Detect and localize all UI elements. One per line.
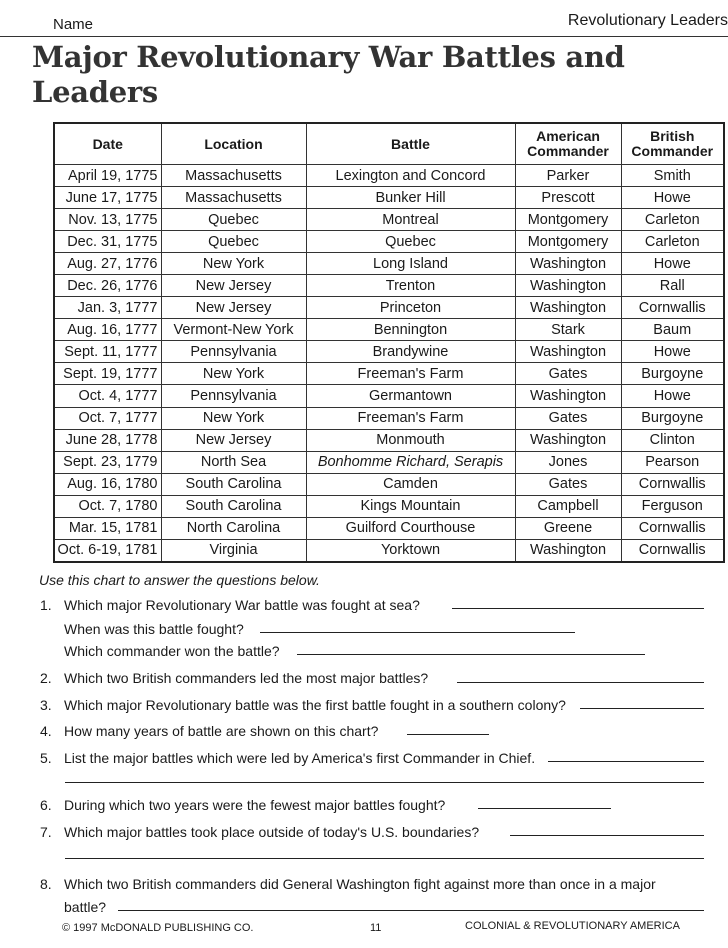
location-cell: North Sea [161,451,306,473]
question-number: 6. [40,797,52,813]
table-row [54,209,724,231]
table-row [54,319,724,341]
location-cell: Pennsylvania [161,385,306,407]
battle-cell: Kings Mountain [306,495,515,517]
british-commander-cell: Cornwallis [621,473,724,495]
question-text: When was this battle fought? [64,621,244,637]
american-commander-cell: Campbell [515,495,621,517]
battle-cell: Quebec [306,231,515,253]
table-row [54,517,724,539]
british-commander-cell: Howe [621,341,724,363]
date-cell: Oct. 7, 1780 [54,495,161,517]
british-commander-cell: Ferguson [621,495,724,517]
british-commander-cell: Cornwallis [621,539,724,562]
answer-line[interactable] [548,761,704,762]
table-body [54,165,724,562]
location-cell: South Carolina [161,473,306,495]
british-commander-cell: Baum [621,319,724,341]
american-commander-cell: Montgomery [515,231,621,253]
date-cell: Dec. 31, 1775 [54,231,161,253]
header-british-line2: Commander [631,143,714,159]
battle-cell: Brandywine [306,341,515,363]
header-british-line1: British [650,128,695,144]
american-commander-cell: Gates [515,363,621,385]
table-row [54,495,724,517]
answer-line[interactable] [118,910,704,911]
answer-line[interactable] [452,608,704,609]
british-commander-cell: Carleton [621,209,724,231]
question-text: Which major Revolutionary War battle was fought at sea? [64,597,420,613]
answer-line[interactable] [478,808,611,809]
header-american-line2: Commander [527,143,609,159]
battle-cell: Lexington and Concord [306,165,515,187]
location-cell: Massachusetts [161,187,306,209]
british-commander-cell: Cornwallis [621,517,724,539]
american-commander-cell: Jones [515,451,621,473]
location-cell: New Jersey [161,429,306,451]
page-title: Major Revolutionary War Battles and Leaders [32,40,625,109]
date-cell: Aug. 16, 1777 [54,319,161,341]
location-cell: Pennsylvania [161,341,306,363]
american-commander-cell: Washington [515,297,621,319]
date-cell: June 17, 1775 [54,187,161,209]
date-cell: Dec. 26, 1776 [54,275,161,297]
question-number: 4. [40,723,52,739]
american-commander-cell: Washington [515,275,621,297]
footer-book-title: COLONIAL & REVOLUTIONARY AMERICA [465,920,680,932]
question-text: Which major Revolutionary battle was the first battle fought in a southern colony? [64,697,566,713]
location-cell: New Jersey [161,297,306,319]
question-text: Which two British commanders did General Washington fight against more than once in a major [64,876,656,892]
series-title: Revolutionary Leaders [567,12,728,29]
answer-line[interactable] [407,734,489,735]
date-cell: Oct. 6-19, 1781 [54,539,161,562]
date-cell: June 28, 1778 [54,429,161,451]
american-commander-cell: Montgomery [515,209,621,231]
instructions: Use this chart to answer the questions below. [39,572,320,588]
american-commander-cell: Washington [515,341,621,363]
battle-cell: Bunker Hill [306,187,515,209]
answer-line[interactable] [580,708,704,709]
battle-table [53,122,725,563]
question-text: How many years of battle are shown on this chart? [64,723,379,739]
header-american-commander [515,123,621,165]
question-text: Which commander won the battle? [64,643,280,659]
british-commander-cell: Burgoyne [621,407,724,429]
header-battle: Battle [306,123,515,165]
date-cell: April 19, 1775 [54,165,161,187]
question-number: 5. [40,750,52,766]
date-cell: Oct. 4, 1777 [54,385,161,407]
header-american-line1: American [536,128,600,144]
battle-cell: Freeman's Farm [306,407,515,429]
american-commander-cell: Washington [515,253,621,275]
question-text: Which major battles took place outside of today's U.S. boundaries? [64,824,480,840]
answer-line[interactable] [297,654,645,655]
table-row [54,451,724,473]
answer-line[interactable] [260,632,575,633]
question-number: 3. [40,697,52,713]
header-date: Date [54,123,161,165]
table-row [54,187,724,209]
question-number: 2. [40,670,52,686]
american-commander-cell: Washington [515,429,621,451]
american-commander-cell: Greene [515,517,621,539]
american-commander-cell: Gates [515,473,621,495]
answer-line[interactable] [457,682,704,683]
question-number: 8. [40,876,52,892]
american-commander-cell: Washington [515,385,621,407]
question-number: 7. [40,824,52,840]
footer-page-number: 11 [370,922,382,934]
american-commander-cell: Prescott [515,187,621,209]
location-cell: New York [161,253,306,275]
battle-cell: Bonhomme Richard, Serapis [306,451,515,473]
answer-line[interactable] [510,835,704,836]
battle-cell: Montreal [306,209,515,231]
date-cell: Sept. 11, 1777 [54,341,161,363]
battle-cell: Monmouth [306,429,515,451]
location-cell: Virginia [161,539,306,562]
answer-line[interactable] [65,858,704,859]
date-cell: Nov. 13, 1775 [54,209,161,231]
date-cell: Oct. 7, 1777 [54,407,161,429]
header-location: Location [161,123,306,165]
table-row [54,429,724,451]
british-commander-cell: Clinton [621,429,724,451]
question-text: battle? [64,899,107,915]
table-row [54,165,724,187]
table-row [54,341,724,363]
battle-cell: Yorktown [306,539,515,562]
location-cell: New Jersey [161,275,306,297]
battle-cell: Long Island [306,253,515,275]
location-cell: New York [161,363,306,385]
location-cell: Massachusetts [161,165,306,187]
british-commander-cell: Pearson [621,451,724,473]
battle-cell: Guilford Courthouse [306,517,515,539]
date-cell: Aug. 16, 1780 [54,473,161,495]
battle-cell: Trenton [306,275,515,297]
table-row [54,231,724,253]
question-text: Which two British commanders led the most major battles? [64,670,429,686]
battle-cell: Princeton [306,297,515,319]
location-cell: North Carolina [161,517,306,539]
header-rule [0,36,728,37]
battle-cell: Bennington [306,319,515,341]
question-text: During which two years were the fewest major battles fought? [64,797,446,813]
name-label: Name [53,16,94,33]
battle-cell: Freeman's Farm [306,363,515,385]
date-cell: Sept. 23, 1779 [54,451,161,473]
british-commander-cell: Howe [621,253,724,275]
location-cell: New York [161,407,306,429]
table-row [54,253,724,275]
table-row [54,275,724,297]
answer-line[interactable] [65,782,704,783]
british-commander-cell: Cornwallis [621,297,724,319]
table-row [54,407,724,429]
table-row [54,363,724,385]
table-row [54,473,724,495]
date-cell: Mar. 15, 1781 [54,517,161,539]
location-cell: Quebec [161,209,306,231]
british-commander-cell: Rall [621,275,724,297]
date-cell: Jan. 3, 1777 [54,297,161,319]
location-cell: Quebec [161,231,306,253]
footer-copyright: © 1997 McDONALD PUBLISHING CO. [62,922,254,934]
date-cell: Sept. 19, 1777 [54,363,161,385]
british-commander-cell: Howe [621,187,724,209]
battle-cell: Camden [306,473,515,495]
table-header-row [54,123,724,165]
american-commander-cell: Stark [515,319,621,341]
battle-cell: Germantown [306,385,515,407]
american-commander-cell: Parker [515,165,621,187]
british-commander-cell: Smith [621,165,724,187]
british-commander-cell: Howe [621,385,724,407]
american-commander-cell: Gates [515,407,621,429]
question-text: List the major battles which were led by America's first Commander in Chief. [64,750,536,766]
location-cell: South Carolina [161,495,306,517]
table-row [54,297,724,319]
date-cell: Aug. 27, 1776 [54,253,161,275]
table-row [54,385,724,407]
question-number: 1. [40,597,52,613]
british-commander-cell: Carleton [621,231,724,253]
american-commander-cell: Washington [515,539,621,562]
location-cell: Vermont-New York [161,319,306,341]
british-commander-cell: Burgoyne [621,363,724,385]
table-row [54,539,724,562]
header-british-commander [621,123,724,165]
